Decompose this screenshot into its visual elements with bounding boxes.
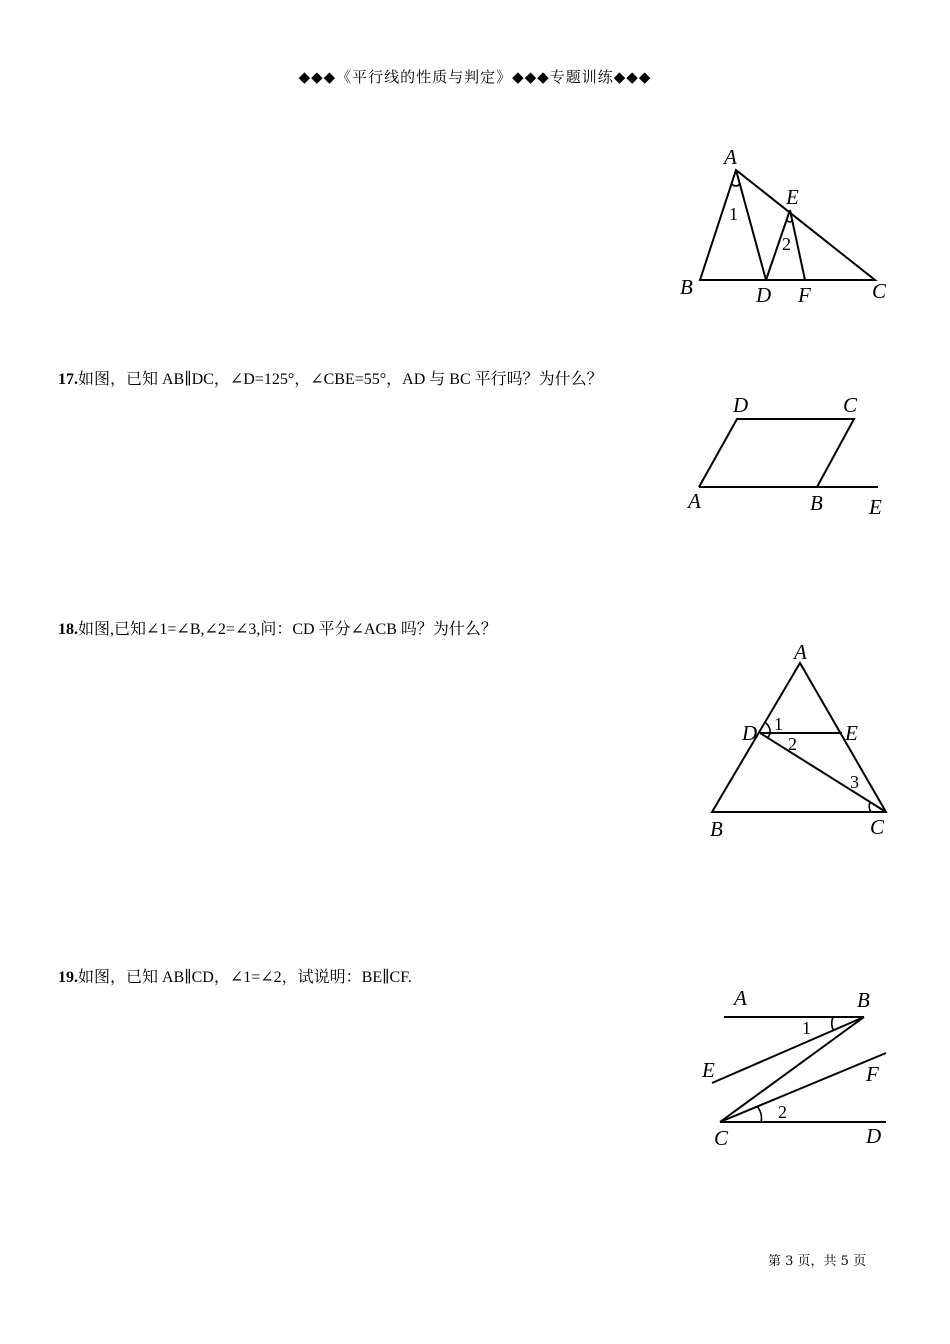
label-d: D: [742, 721, 758, 745]
question-number: 19.: [58, 969, 78, 986]
angle-2-arc: [757, 1106, 762, 1122]
triangle-abc: [712, 663, 886, 812]
question-text: 如图，已知 AB∥CD，∠1=∠2，试说明：BE∥CF.: [78, 969, 412, 986]
label-angle-1: 1: [774, 714, 783, 734]
page-header: ◆◆◆《平行线的性质与判定》◆◆◆专题训练◆◆◆: [298, 68, 652, 86]
label-a: A: [794, 640, 807, 664]
label-angle-3: 3: [850, 772, 859, 792]
angle-1-arc: [732, 184, 741, 186]
label-b: B: [857, 988, 870, 1012]
question-17: [58, 370, 603, 390]
segment-dc: [760, 733, 886, 812]
question-text: 如图,已知∠1=∠B,∠2=∠3,问：CD 平分∠ACB 吗？为什么？: [78, 621, 497, 638]
question-18: [58, 620, 497, 640]
question-text: 如图，已知 AB∥DC，∠D=125°，∠CBE=55°，AD 与 BC 平行吗？为什么？: [78, 371, 603, 388]
label-d: D: [866, 1124, 882, 1148]
segment-ad: [736, 170, 766, 280]
label-c: C: [714, 1126, 729, 1150]
question-19: [58, 968, 412, 988]
page-number: 第 3 页，共 5 页: [768, 1254, 867, 1269]
label-e: E: [845, 721, 858, 745]
label-b: B: [810, 491, 823, 515]
label-angle-2: 2: [788, 734, 797, 754]
label-d: D: [733, 393, 749, 417]
angle-2-arc: [787, 220, 793, 222]
label-angle-2: 2: [782, 234, 791, 254]
angle-1-arc: [766, 723, 770, 733]
label-e: E: [869, 495, 882, 519]
label-angle-1: 1: [729, 204, 738, 224]
parallelogram-abcd: [699, 419, 854, 487]
label-b: B: [710, 817, 723, 841]
label-a: A: [724, 145, 737, 169]
label-angle-2: 2: [778, 1102, 787, 1122]
label-e: E: [702, 1058, 715, 1082]
label-f: F: [866, 1062, 879, 1086]
label-e: E: [786, 185, 799, 209]
label-c: C: [872, 279, 887, 303]
figure-16: [670, 140, 900, 315]
figure-19: [690, 985, 910, 1155]
figure-18: [690, 640, 910, 845]
question-number: 17.: [58, 371, 78, 388]
question-number: 18.: [58, 621, 78, 638]
label-b: B: [680, 275, 693, 299]
label-angle-1: 1: [802, 1018, 811, 1038]
angle-1-arc: [832, 1017, 834, 1031]
label-f: F: [798, 283, 811, 307]
label-c: C: [870, 815, 885, 839]
label-a: A: [734, 986, 747, 1010]
label-a: A: [688, 489, 701, 513]
label-d: D: [756, 283, 772, 307]
figure-17: [680, 392, 900, 522]
label-c: C: [843, 393, 858, 417]
line-cf: [720, 1053, 886, 1122]
